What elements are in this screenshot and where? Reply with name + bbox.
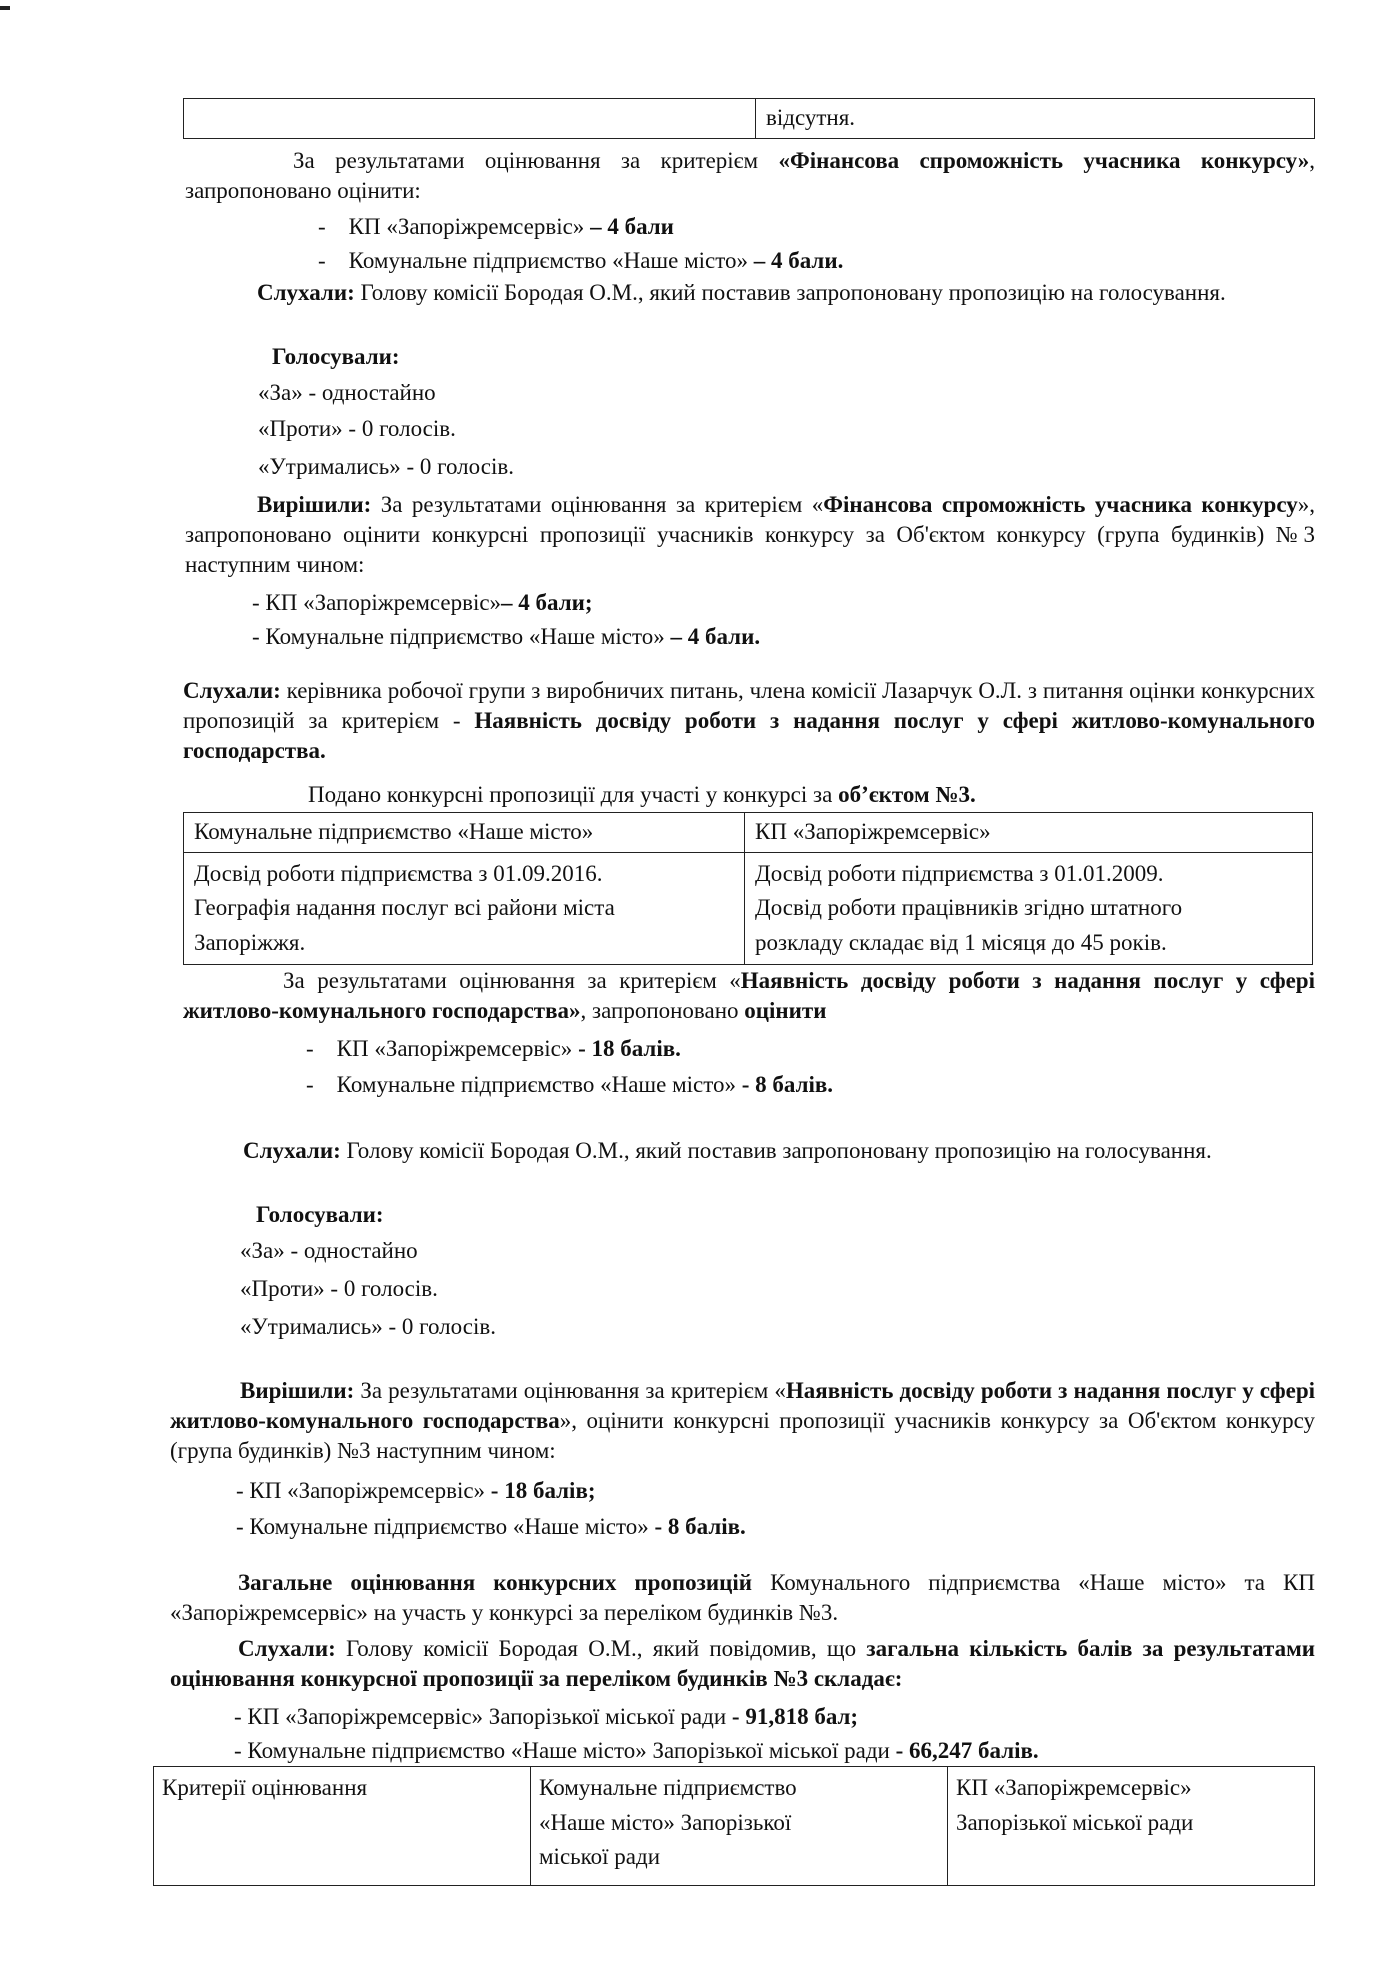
table-cell-empty (184, 99, 756, 139)
table-header-cell: Комунальне підприємство «Наше місто» (184, 813, 745, 853)
table-top-remnant (183, 98, 1315, 139)
list-item: - КП «Запоріжремсервіс» Запорізької міської ради - 91,818 бал; (234, 1704, 859, 1729)
vote-line: «Утримались» - 0 голосів. (258, 454, 514, 479)
paragraph: Слухали: керівника робочої групи з виробничих питань, члена комісії Лазарчук О.Л. з питання оцінки конкурсних пропозицій за критерієм - Наявність досвіду роботи з надання послуг у сфері житлово-комунального господарства. (183, 678, 1316, 763)
paragraph: Загальне оцінювання конкурсних пропозицій Комунального підприємства «Наше місто» та КП «Запоріжремсервіс» на участь у конкурсі за переліком будинків №3. (170, 1570, 1315, 1625)
section-heading: Голосували: (272, 344, 400, 369)
table-header-cell: Критерії оцінювання (154, 1767, 531, 1886)
paragraph: Слухали: Голову комісії Бородая О.М., який поставив запропоновану пропозицію на голосування. (257, 280, 1226, 305)
table-caption: Подано конкурсні пропозиції для участі у конкурсі за об’єктом №3. (308, 782, 976, 807)
table-cell: Досвід роботи підприємства з 01.01.2009. Досвід роботи працівників згідно штатного розкладу складає від 1 місяця до 45 років. (745, 852, 1313, 965)
list-item: - КП «Запоріжремсервіс» - 18 балів; (236, 1478, 596, 1503)
criteria-table (153, 1766, 1315, 1886)
list-item: - Комунальне підприємство «Наше місто» - 8 балів. (306, 1072, 834, 1097)
paragraph: Вирішили: За результатами оцінювання за критерієм «Фінансова спроможність учасника конкурсу», запропоновано оцінити конкурсні пропозиції учасників конкурсу за Об'єктом конкурсу (група будинків) №3 наступним чином: (185, 492, 1315, 577)
list-item: - КП «Запоріжремсервіс» – 4 бали (318, 214, 674, 239)
table-cell: Досвід роботи підприємства з 01.09.2016. Географія надання послуг всі райони міста Запоріжжя. (184, 852, 745, 965)
list-item: - Комунальне підприємство «Наше місто» Запорізької міської ради - 66,247 балів. (234, 1738, 1039, 1763)
table-header-cell: КП «Запоріжремсервіс» (745, 813, 1313, 853)
list-item: - КП «Запоріжремсервіс»– 4 бали; (252, 590, 593, 615)
vote-line: «Проти» - 0 голосів. (258, 416, 456, 441)
paragraph: За результатами оцінювання за критерієм «Наявність досвіду роботи з надання послуг у сфері житлово-комунального господарства», запропоновано оцінити (183, 968, 1315, 1023)
list-item: - КП «Запоріжремсервіс» - 18 балів. (306, 1036, 681, 1061)
paragraph: За результатами оцінювання за критерієм «Фінансова спроможність учасника конкурсу», запропоновано оцінити: (185, 148, 1315, 203)
list-item: - Комунальне підприємство «Наше місто» - 8 балів. (236, 1514, 746, 1539)
paragraph: Вирішили: За результатами оцінювання за критерієм «Наявність досвіду роботи з надання послуг у сфері житлово-комунального господарства», оцінити конкурсні пропозиції учасників конкурсу за Об'єктом конкурсу (група будинків) №3 наступним чином: (170, 1378, 1315, 1463)
vote-line: «Проти» - 0 голосів. (240, 1276, 438, 1301)
list-item: - Комунальне підприємство «Наше місто» – 4 бали. (252, 624, 761, 649)
paragraph: Слухали: Голову комісії Бородая О.М., який повідомив, що загальна кількість балів за результатами оцінювання конкурсної пропозиції за переліком будинків №3 складає: (170, 1636, 1315, 1691)
vote-line: «За» - одностайно (240, 1238, 418, 1263)
proposals-table (183, 812, 1313, 965)
list-item: - Комунальне підприємство «Наше місто» – 4 бали. (318, 248, 844, 273)
table-header-cell: КП «Запоріжремсервіс» Запорізької міської ради (948, 1767, 1315, 1886)
vote-line: «За» - одностайно (258, 380, 436, 405)
table-cell: відсутня. (756, 99, 1315, 139)
vote-line: «Утримались» - 0 голосів. (240, 1314, 496, 1339)
table-header-cell: Комунальне підприємство «Наше місто» Запорізької міської ради (531, 1767, 948, 1886)
section-heading: Голосували: (256, 1202, 384, 1227)
paragraph: Слухали: Голову комісії Бородая О.М., який поставив запропоновану пропозицію на голосування. (243, 1138, 1212, 1163)
